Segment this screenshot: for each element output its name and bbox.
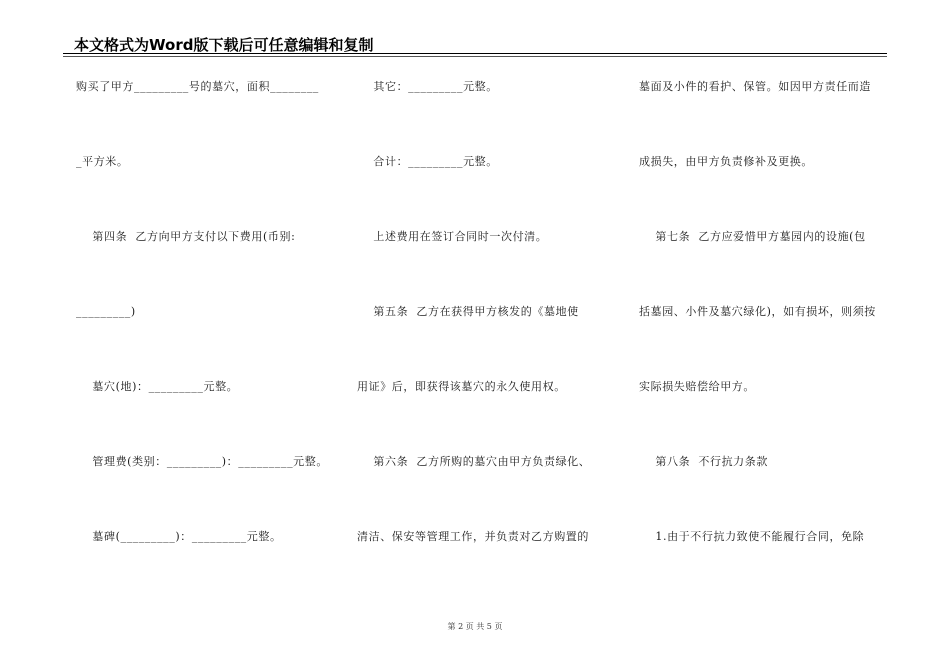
text-line: 成损失，由甲方负责修补及更换。 (639, 155, 813, 168)
text-line: 管理费(类别：_________)：_________元整。 (76, 455, 328, 468)
text-line: 合计：_________元整。 (357, 155, 498, 168)
text-line: 墓面及小件的看护、保管。如因甲方责任而造 (639, 80, 871, 93)
text-line: _________) (76, 305, 136, 318)
text-line: 墓碑(_________)：_________元整。 (76, 530, 282, 543)
text-line: 第七条 乙方应爱惜甲方墓园内的设施(包 (639, 230, 866, 243)
text-column-3 (639, 80, 919, 605)
header-rule-thin (63, 56, 887, 57)
text-line: 购买了甲方_________号的墓穴，面积________ (76, 80, 319, 93)
text-line: 墓穴(地)：_________元整。 (76, 380, 239, 393)
text-line: 其它：_________元整。 (357, 80, 498, 93)
text-line: 清洁、保安等管理工作，并负责对乙方购置的 (357, 530, 589, 543)
text-line: 括墓园、小件及墓穴绿化)，如有损坏，则须按 (639, 305, 876, 318)
text-line: 实际损失赔偿给甲方。 (639, 380, 755, 393)
text-line: 第六条 乙方所购的墓穴由甲方负责绿化、 (357, 455, 591, 468)
header-rule-thick (63, 53, 887, 54)
text-line: 1.由于不行抗力致使不能履行合同，免除 (639, 530, 865, 543)
text-line: 上述费用在签订合同时一次付清。 (357, 230, 548, 243)
text-column-1 (76, 80, 356, 605)
page-number-footer: 第 2 页 共 5 页 (447, 622, 503, 631)
text-line: 第四条 乙方向甲方支付以下费用(币别: (76, 230, 296, 243)
text-line: 第五条 乙方在获得甲方核发的《墓地使 (357, 305, 579, 318)
text-line: _平方米。 (76, 155, 129, 168)
text-line: 第八条 不行抗力条款 (639, 455, 768, 468)
text-column-2 (357, 80, 637, 605)
text-line: 用证》后，即获得该墓穴的永久使用权。 (357, 380, 566, 393)
document-header-title: 本文格式为Word版下载后可任意编辑和复制 (74, 36, 374, 54)
